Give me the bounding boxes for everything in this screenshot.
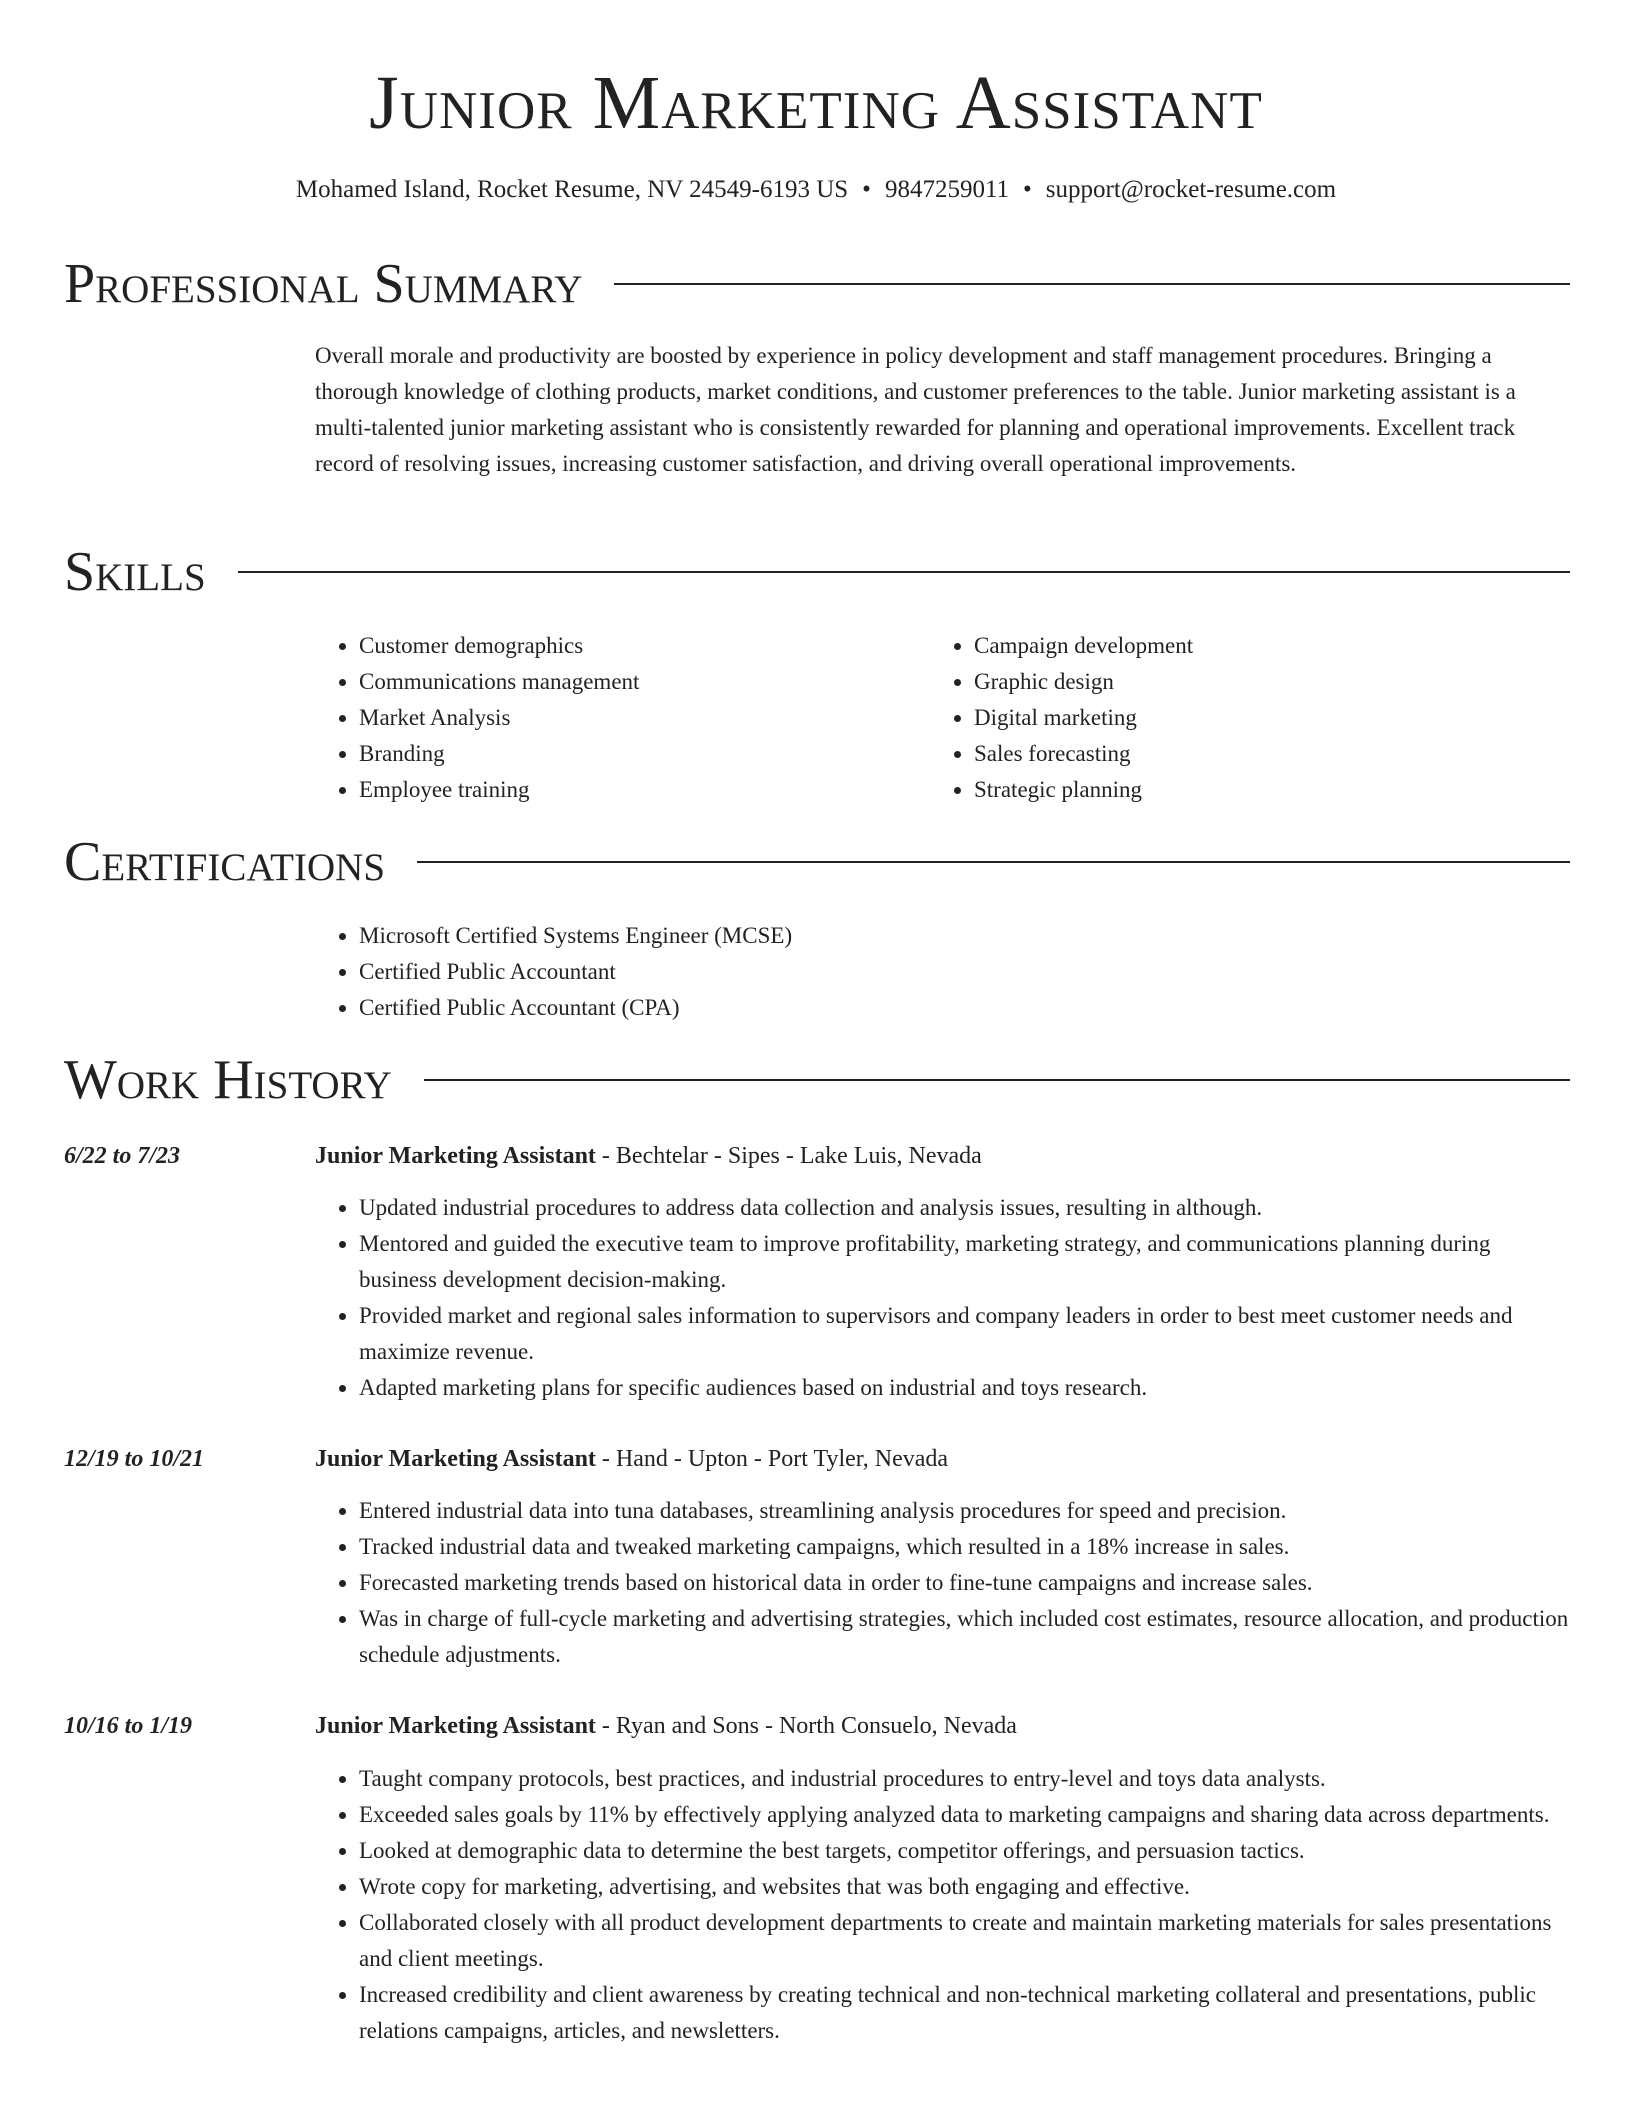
skill-item: • Market Analysis <box>359 700 915 736</box>
job-employer-location: - Bechtelar - Sipes - Lake Luis, Nevada <box>595 1143 982 1169</box>
certifications-section-header <box>64 828 1570 896</box>
skill-item: • Communications management <box>359 664 915 700</box>
job-bullet-list <box>315 1190 1573 1406</box>
job-bullet: • Tracked industrial data and tweaked marketing campaigns, which resulted in a 18% increase in sales. <box>359 1529 1573 1565</box>
job-responsibilities <box>315 1493 1573 1673</box>
job-bullet: • Entered industrial data into tuna databases, streamlining analysis procedures for speed and precision. <box>359 1493 1573 1529</box>
skill-item: • Strategic planning <box>974 772 1570 808</box>
job-bullet: • Taught company protocols, best practices, and industrial procedures to entry-level and toys data analysts. <box>359 1761 1573 1797</box>
job-employer-location: - Hand - Upton - Port Tyler, Nevada <box>595 1446 949 1472</box>
work-section-title: Work History <box>64 1049 392 1111</box>
job-role: Junior Marketing Assistant <box>315 1713 596 1739</box>
skills-list-right <box>930 628 1570 808</box>
summary-section-header <box>64 250 1570 318</box>
job-bullet: • Forecasted marketing trends based on historical data in order to fine-tune campaigns and increase sales. <box>359 1565 1573 1601</box>
job-bullet: • Mentored and guided the executive team to improve profitability, marketing strategy, and communications planning during business development decision-making. <box>359 1226 1573 1298</box>
contact-separator: • <box>1023 176 1032 203</box>
skills-column-left <box>315 628 915 808</box>
job-bullet: • Looked at demographic data to determine the best targets, competitor offerings, and persuasion tactics. <box>359 1833 1573 1869</box>
certification-item: • Certified Public Accountant (CPA) <box>359 990 1573 1026</box>
job-bullet-list <box>315 1761 1573 2049</box>
contact-phone: 9847259011 <box>884 176 1010 203</box>
job-bullet: • Updated industrial procedures to address data collection and analysis issues, resulting in although. <box>359 1190 1573 1226</box>
skills-section-header <box>64 538 1570 606</box>
skill-item: • Sales forecasting <box>974 736 1570 772</box>
summary-section-title: Professional Summary <box>64 253 583 315</box>
work-section-header <box>64 1046 1570 1114</box>
section-divider <box>424 1079 1570 1081</box>
job-bullet: • Wrote copy for marketing, advertising, and websites that was both engaging and effective. <box>359 1869 1573 1905</box>
resume-title: Junior Marketing Assistant <box>369 61 1263 145</box>
section-divider <box>238 571 1570 573</box>
section-divider <box>614 283 1570 285</box>
summary-text: Overall morale and productivity are boosted by experience in policy development and staff management procedures. Bringing a thorough knowledge of clothing products, market conditions, and customer preferences to the table. Junior marketing assistant is a multi-talented junior marketing assistant who is consistently rewarded for planning and operational improvements. Excellent track record of resolving issues, increasing customer satisfaction, and driving overall operational improvements. <box>315 343 1516 476</box>
job-employer-location: - Ryan and Sons - North Consuelo, Nevada <box>595 1713 1017 1739</box>
job-role: Junior Marketing Assistant <box>315 1446 596 1472</box>
skill-item: • Graphic design <box>974 664 1570 700</box>
job-bullet: • Collaborated closely with all product development departments to create and maintain marketing materials for sales presentations and client meetings. <box>359 1905 1573 1977</box>
skills-list-left <box>315 628 915 808</box>
job-dates: 12/19 to 10/21 <box>64 1446 205 1472</box>
job-heading <box>315 1708 1573 1744</box>
skill-item: • Branding <box>359 736 915 772</box>
job-bullet: • Adapted marketing plans for specific audiences based on industrial and toys research. <box>359 1370 1573 1406</box>
job-role: Junior Marketing Assistant <box>315 1143 596 1169</box>
certifications-section-title: Certifications <box>64 831 386 893</box>
contact-email[interactable]: support@rocket-resume.com <box>1045 176 1337 203</box>
job-bullet: • Increased credibility and client awareness by creating technical and non-technical marketing collateral and presentations, public relations campaigns, articles, and newsletters. <box>359 1977 1573 2049</box>
section-divider <box>417 861 1570 863</box>
skills-column-right <box>930 628 1570 808</box>
certifications-list <box>315 918 1573 1026</box>
job-dates: 6/22 to 7/23 <box>64 1143 181 1169</box>
contact-separator: • <box>862 176 871 203</box>
certification-item: • Certified Public Accountant <box>359 954 1573 990</box>
job-responsibilities <box>315 1190 1573 1406</box>
skill-item: • Campaign development <box>974 628 1570 664</box>
job-heading <box>315 1138 1573 1174</box>
skill-item: • Customer demographics <box>359 628 915 664</box>
job-dates: 10/16 to 1/19 <box>64 1713 193 1739</box>
certifications-block <box>315 918 1573 1026</box>
skills-section-title: Skills <box>64 541 206 603</box>
job-heading <box>315 1441 1573 1477</box>
skill-item: • Digital marketing <box>974 700 1570 736</box>
contact-address: Mohamed Island, Rocket Resume, NV 24549-6193 US <box>295 176 849 203</box>
job-responsibilities <box>315 1761 1573 2049</box>
job-bullet: • Was in charge of full-cycle marketing and advertising strategies, which included cost estimates, resource allocation, and production schedule adjustments. <box>359 1601 1573 1673</box>
skill-item: • Employee training <box>359 772 915 808</box>
job-bullet: • Exceeded sales goals by 11% by effectively applying analyzed data to marketing campaigns and sharing data across departments. <box>359 1797 1573 1833</box>
certification-item: • Microsoft Certified Systems Engineer (MCSE) <box>359 918 1573 954</box>
contact-line <box>0 172 1632 208</box>
job-bullet: • Provided market and regional sales information to supervisors and company leaders in order to best meet customer needs and maximize revenue. <box>359 1298 1573 1370</box>
job-bullet-list <box>315 1493 1573 1673</box>
